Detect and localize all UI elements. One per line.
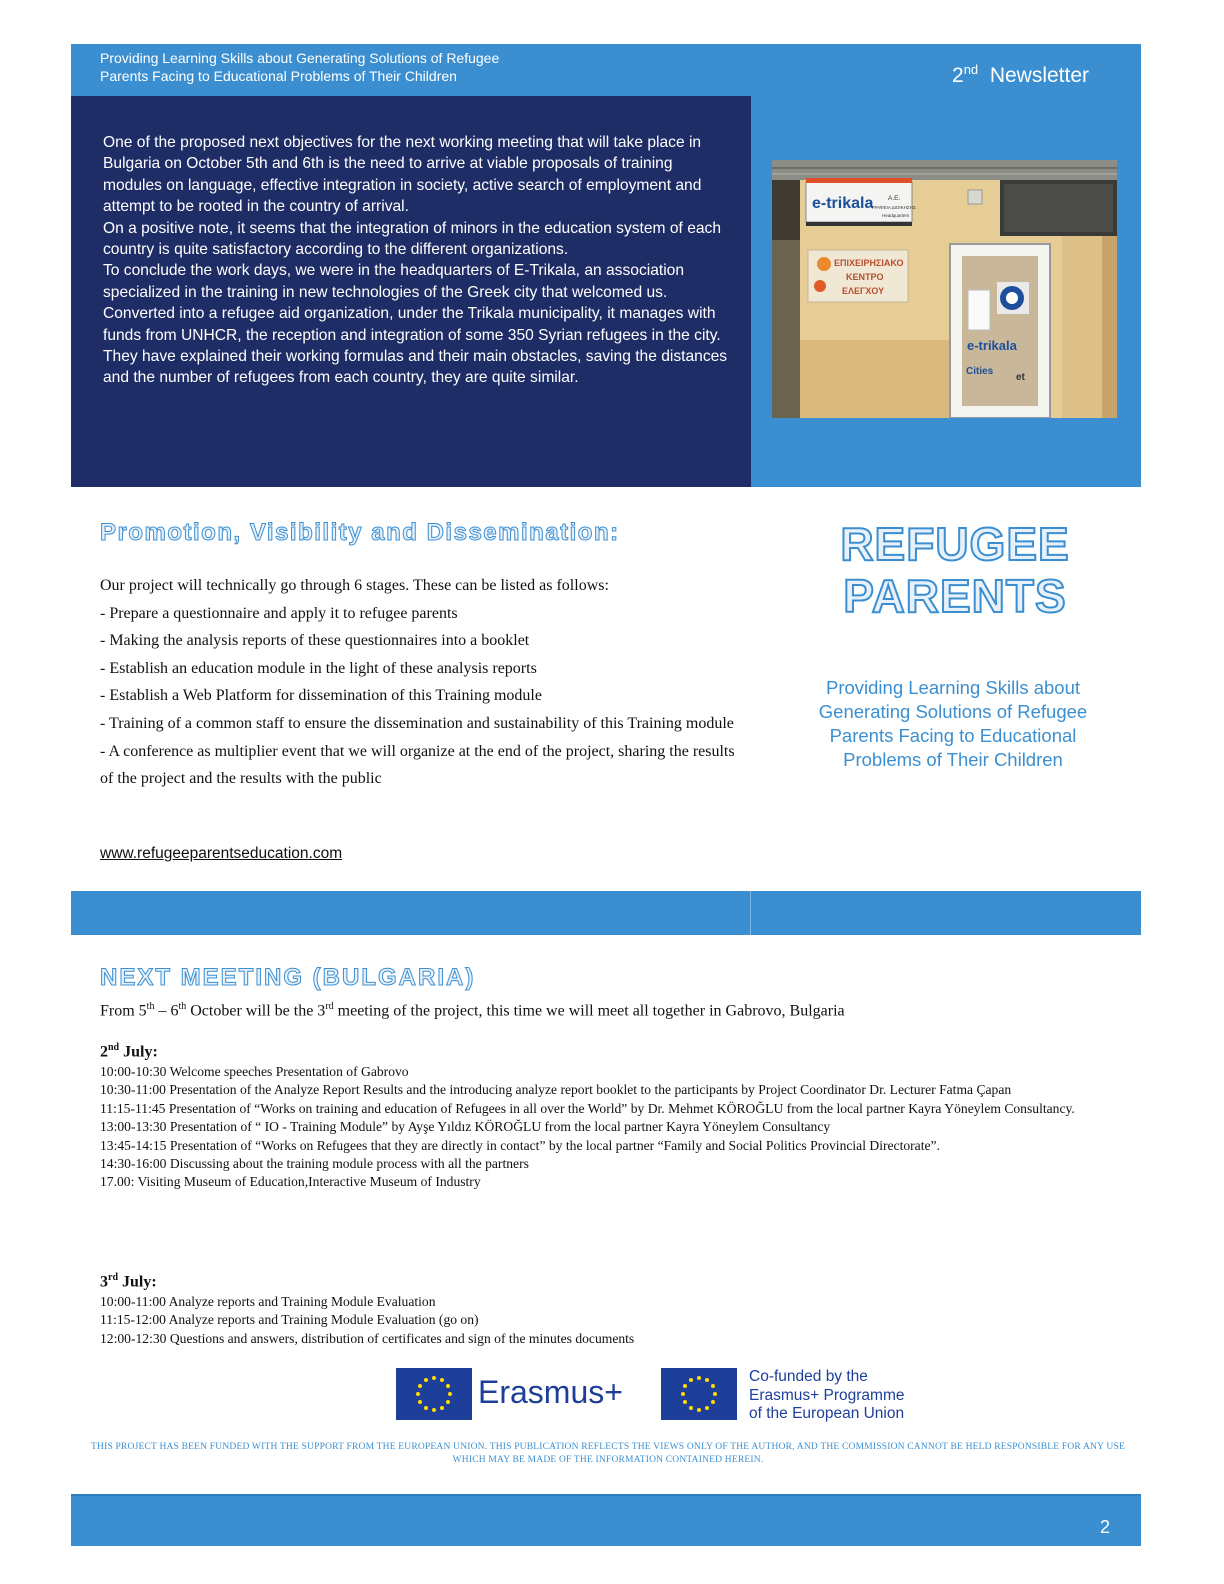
- schedule-item: 12:00-12:30 Questions and answers, distribution of certificates and sign of the minutes documents: [100, 1330, 635, 1346]
- erasmus-plus-logo: [396, 1368, 640, 1420]
- meeting-intro: [100, 996, 1100, 1022]
- intro-paragraph-3: To conclude the work days, we were in the headquarters of E-Trikala, an association specialized in the training in new technologies of the Greek city that welcomed us. Converted into a refugee aid organization, under the Trikala municipality, it manages with funds from UNHCR, the reception and integration of some 350 Syrian refugees in the city. They have explained their working formulas and their main obstacles, saving the distances and the number of refugees from each country, they are quite similar.: [103, 262, 728, 387]
- meeting-intro-part: – 6: [154, 1002, 179, 1020]
- day-1-month: July:: [119, 1043, 158, 1061]
- schedule-item: 10:00-10:30 Welcome speeches Presentation of Gabrovo: [100, 1064, 409, 1079]
- header-title: [100, 49, 620, 85]
- schedule-item: 14:30-16:00 Discussing about the training module process with all the partners: [100, 1156, 529, 1172]
- promotion-line: Our project will technically go through 6 stages. These can be listed as follows:: [100, 577, 609, 594]
- schedule-item: 13:00-13:30 Presentation of “ IO - Training Module” by Ayşe Yıldız KÖROĞLU from the local partner Kayra Yöneylem Consultancy: [100, 1119, 831, 1135]
- meeting-heading: NEXT MEETING (BULGARIA): [100, 964, 476, 991]
- section-divider-band: [71, 891, 1141, 935]
- cofunded-text: [749, 1368, 904, 1424]
- etrikala-headquarters-photo: [772, 160, 1117, 418]
- brand-title-line1: REFUGEE: [840, 518, 1070, 570]
- intro-paragraph-2: On a positive note, it seems that the integration of minors in the education system of each country is quite satisfactory according to the different organizations.: [103, 219, 722, 259]
- promotion-body: [100, 572, 740, 793]
- newsletter-word: Newsletter: [989, 64, 1090, 87]
- photo-panel-line3: ΕΛΕΓΧΟΥ: [842, 286, 885, 296]
- day-1-number: 2: [100, 1043, 108, 1061]
- meeting-intro-part: meeting of the project, this time we will meet all together in Gabrovo, Bulgaria: [333, 1002, 845, 1020]
- footer-band: [71, 1494, 1141, 1546]
- meeting-intro-sup: rd: [325, 1001, 334, 1012]
- header-title-line2: Parents Facing to Educational Problems of Their Children: [100, 68, 457, 84]
- intro-text: [103, 132, 735, 389]
- page-number: 2: [1100, 1517, 1111, 1537]
- photo-sign-ae: A.E.: [888, 195, 901, 202]
- promotion-line: - Establish an education module in the light of these analysis reports: [100, 659, 537, 677]
- eu-flag-icon: [396, 1368, 472, 1420]
- meeting-intro-part: From 5: [100, 1002, 147, 1020]
- photo-panel-line1: ΕΠΙΧΕΙΡΗΣΙΑΚΟ: [834, 258, 904, 268]
- brand-title: [790, 518, 1120, 622]
- photo-door-text: e-trikala: [967, 338, 1017, 353]
- day-2-schedule: [100, 1293, 1100, 1348]
- photo-door-cities: Cities: [966, 366, 994, 377]
- promotion-line: - Training of a common staff to ensure the dissemination and sustainability of this Training module: [100, 714, 734, 732]
- website-link[interactable]: www.refugeeparentseducation.com: [100, 845, 343, 862]
- day-1-schedule: [100, 1063, 1100, 1192]
- brand-subtitle: Providing Learning Skills about Generating Solutions of Refugee Parents Facing to Educational Problems of Their Children: [818, 677, 1088, 770]
- cofunded-line: Co-funded by the: [749, 1368, 868, 1385]
- cofunded-logo: [661, 1368, 916, 1422]
- eu-disclaimer: THIS PROJECT HAS BEEN FUNDED WITH THE SUPPORT FROM THE EUROPEAN UNION. THIS PUBLICATION REFLECTS THE VIEWS ONLY OF THE AUTHOR, AND THE COMMISSION CANNOT BE HELD RESPONSIBLE FOR ANY USE WHICH MAY BE MADE OF THE INFORMATION CONTAINED HEREIN.: [91, 1442, 1125, 1465]
- erasmus-wordmark: Erasmus+: [478, 1374, 623, 1410]
- newsletter-label: [952, 62, 1089, 88]
- schedule-item: 17.00: Visiting Museum of Education,Interactive Museum of Industry: [100, 1174, 481, 1190]
- day-2-month: July:: [118, 1273, 157, 1291]
- promotion-line: - A conference as multiplier event that we will organize at the end of the project, sharing the results of the project and the results with the public: [100, 742, 735, 788]
- cofunded-line: Erasmus+ Programme: [749, 1386, 905, 1404]
- meeting-intro-sup: th: [146, 1001, 155, 1012]
- brand-title-line2: PARENTS: [843, 570, 1067, 622]
- band-separator: [750, 891, 751, 935]
- promotion-line: - Making the analysis reports of these questionnaires into a booklet: [100, 632, 530, 650]
- day-1-ordinal: nd: [108, 1042, 120, 1053]
- eu-flag-icon: [661, 1368, 737, 1420]
- day-2-title: [100, 1272, 157, 1291]
- schedule-item: 10:30-11:00 Presentation of the Analyze Report Results and the introducing analyze report booklet to the participants by Project Coordinator Dr. Lecturer Fatma Çapan: [100, 1082, 1012, 1098]
- photo-panel-line2: ΚΕΝΤΡΟ: [846, 272, 884, 282]
- photo-sign-headquarters: Headquarters: [882, 213, 910, 218]
- meeting-intro-sup: th: [178, 1001, 187, 1012]
- promotion-line: - Prepare a questionnaire and apply it to refugee parents: [100, 604, 458, 622]
- promotion-heading: Promotion, Visibility and Dissemination:: [100, 519, 620, 546]
- intro-paragraph-1: One of the proposed next objectives for the next working meeting that will take place in Bulgaria on October 5th and 6th is the need to arrive at viable proposals of training modules on language, effective integration in society, active search of employment and attempt to be rooted in the country of arrival.: [103, 134, 702, 216]
- meeting-intro-part: October will be the 3: [186, 1002, 326, 1020]
- schedule-item: 13:45-14:15 Presentation of “Works on Refugees that they are directly in contact” by the local partner “Family and Social Politics Provincial Directorate”.: [100, 1137, 940, 1153]
- schedule-item: 11:15-11:45 Presentation of “Works on training and education of Refugees in all over the World” by Dr. Mehmet KÖROĞLU from the local partner Kayra Yöneylem Consultancy.: [100, 1100, 1075, 1116]
- newsletter-number: 2: [952, 64, 964, 87]
- cofunded-line: of the European Union: [749, 1405, 905, 1422]
- photo-drawing: [772, 160, 1117, 418]
- day-1-title: [100, 1042, 158, 1061]
- schedule-item: 11:15-12:00 Analyze reports and Training Module Evaluation (go on): [100, 1312, 479, 1328]
- schedule-item: 10:00-11:00 Analyze reports and Training Module Evaluation: [100, 1294, 436, 1309]
- header-title-line1: Providing Learning Skills about Generating Solutions of Refugee: [100, 50, 500, 66]
- photo-sign-greek: ΓΡΑΦΕΙΑ ΔΙΟΙΚΗΣΗΣ: [872, 205, 916, 210]
- day-2-ordinal: rd: [108, 1272, 118, 1283]
- photo-sign-text: e-trikala: [812, 195, 874, 212]
- photo-door-et: et: [1016, 372, 1025, 383]
- newsletter-ordinal: nd: [963, 62, 979, 77]
- day-2-number: 3: [100, 1273, 108, 1291]
- promotion-line: - Establish a Web Platform for dissemination of this Training module: [100, 687, 542, 705]
